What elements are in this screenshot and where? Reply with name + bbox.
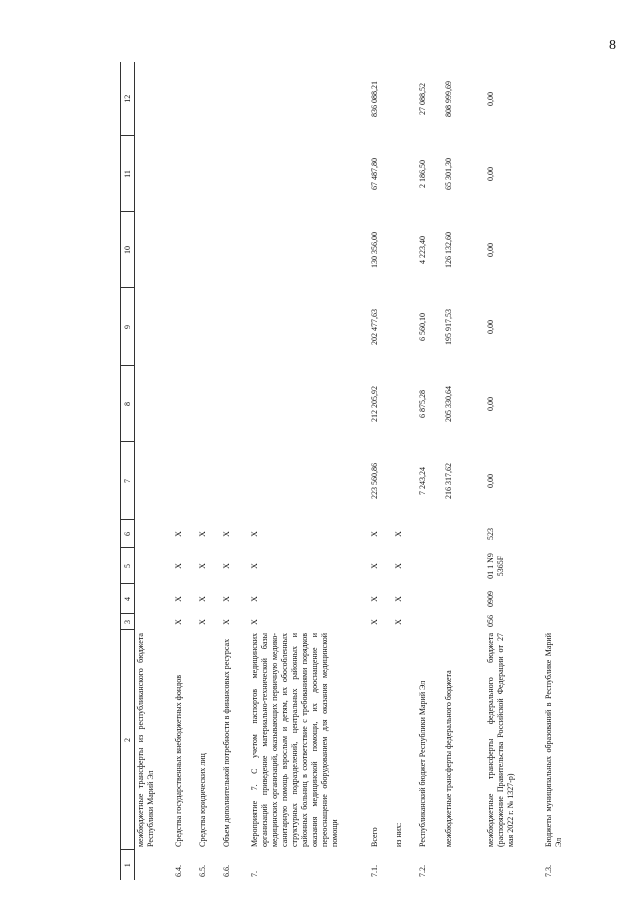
cell-col7 <box>173 442 197 520</box>
cell-col4 <box>543 584 573 614</box>
table-row <box>135 62 174 880</box>
cell-col10: 0,00 <box>486 243 495 257</box>
cell-col8 <box>173 366 197 442</box>
cell-col12 <box>135 62 174 136</box>
cell-col11 <box>543 136 573 212</box>
cell-col7 <box>135 442 174 520</box>
row-name: Бюджеты муниципальных образований в Республике Марий Эл <box>544 633 563 847</box>
cell-col10 <box>393 212 417 288</box>
cell-col6: Х <box>250 531 259 537</box>
cell-col10 <box>135 212 174 288</box>
cell-col5 <box>135 548 174 584</box>
cell-col5: Х <box>370 563 379 569</box>
cell-col6: Х <box>198 531 207 537</box>
row-name: Республиканский бюджет Республики Марий Эл <box>418 680 427 847</box>
table-row <box>221 62 249 880</box>
cell-col11 <box>135 136 174 212</box>
cell-col7: 223 560,86 <box>370 463 379 499</box>
cell-col8 <box>249 366 369 442</box>
cell-col9 <box>173 288 197 366</box>
row-number: 6.4. <box>174 865 183 877</box>
row-name: Средства государственных внебюджетных фондов <box>174 675 183 847</box>
cell-col7 <box>249 442 369 520</box>
row-name: Объем дополнительной потребности в финансовых ресурсах <box>222 638 231 847</box>
cell-col8: 205 330,64 <box>444 386 453 422</box>
table-row <box>443 62 485 880</box>
row-number: 7.2. <box>418 865 427 877</box>
cell-col8 <box>197 366 221 442</box>
cell-col12: 836 088,21 <box>370 81 379 117</box>
rotated-table-area <box>120 0 639 880</box>
cell-col12 <box>543 62 573 136</box>
row-name: из них: <box>394 822 403 847</box>
cell-col5: 01 1 N9 5365F <box>486 553 505 579</box>
cell-col3: 056 <box>486 615 495 627</box>
cell-col10 <box>543 212 573 288</box>
cell-col4: Х <box>370 596 379 602</box>
cell-col9 <box>249 288 369 366</box>
cell-col8: 0,00 <box>486 397 495 411</box>
cell-col6: Х <box>222 531 231 537</box>
header-cell: 3 <box>121 614 135 630</box>
cell-col12 <box>197 62 221 136</box>
header-cell: 11 <box>121 136 135 212</box>
cell-col6: Х <box>174 531 183 537</box>
table-row <box>249 62 369 880</box>
cell-col5 <box>543 548 573 584</box>
cell-col4: Х <box>174 596 183 602</box>
row-number: 6.6. <box>222 865 231 877</box>
table-row <box>173 62 197 880</box>
cell-col5 <box>417 548 443 584</box>
table-row <box>417 62 443 880</box>
cell-col10 <box>249 212 369 288</box>
cell-col10: 4 223,40 <box>418 236 427 264</box>
cell-col8 <box>221 366 249 442</box>
row-number: 7. <box>250 871 259 877</box>
header-cell: 7 <box>121 442 135 520</box>
cell-col8 <box>135 366 174 442</box>
cell-col10 <box>197 212 221 288</box>
cell-col5: Х <box>174 563 183 569</box>
budget-table <box>120 62 573 880</box>
table-header-row <box>121 62 135 880</box>
cell-col9: 202 477,63 <box>370 309 379 345</box>
header-cell: 8 <box>121 366 135 442</box>
cell-col4 <box>135 584 174 614</box>
row-number: 7.3. <box>544 865 553 877</box>
cell-col5: Х <box>198 563 207 569</box>
cell-col4: Х <box>250 596 259 602</box>
cell-col11: 2 186,50 <box>418 160 427 188</box>
row-number: 7.1. <box>370 865 379 877</box>
cell-col4: Х <box>198 596 207 602</box>
row-number <box>135 850 174 880</box>
cell-col6 <box>417 520 443 548</box>
cell-col9 <box>221 288 249 366</box>
row-name: Средства юридических лиц <box>198 753 207 847</box>
cell-col7 <box>221 442 249 520</box>
cell-col9: 6 560,10 <box>418 313 427 341</box>
cell-col3: Х <box>198 619 207 625</box>
cell-col11: 0,00 <box>486 167 495 181</box>
cell-col3 <box>135 614 174 630</box>
cell-col11: 67 487,80 <box>370 158 379 190</box>
cell-col6 <box>543 520 573 548</box>
cell-col7: 7 243,24 <box>418 467 427 495</box>
cell-col7: 216 317,62 <box>444 463 453 499</box>
cell-col4 <box>443 584 485 614</box>
row-name: межбюджетные трансферты федерального бюджета (распоряжение Правительства Российской Федерации от 27 мая 2022 г. № 1327-р) <box>486 633 515 847</box>
cell-col9 <box>393 288 417 366</box>
cell-col9: 0,00 <box>486 320 495 334</box>
cell-col3: Х <box>394 619 403 625</box>
cell-col8: 212 205,92 <box>370 386 379 422</box>
cell-col4: Х <box>222 596 231 602</box>
cell-col6: 523 <box>486 528 495 540</box>
header-cell: 1 <box>121 850 135 880</box>
table-row <box>393 62 417 880</box>
cell-col11 <box>393 136 417 212</box>
row-name: Всего <box>370 827 379 847</box>
cell-col8: 6 875,28 <box>418 390 427 418</box>
table-row <box>369 62 393 880</box>
header-cell: 10 <box>121 212 135 288</box>
cell-col3 <box>443 614 485 630</box>
cell-col8 <box>393 366 417 442</box>
table-row <box>485 62 543 880</box>
cell-col12 <box>221 62 249 136</box>
cell-col4: 0909 <box>486 591 495 607</box>
cell-col7 <box>393 442 417 520</box>
cell-col12 <box>393 62 417 136</box>
header-cell: 6 <box>121 520 135 548</box>
cell-col9 <box>135 288 174 366</box>
cell-col3: Х <box>222 619 231 625</box>
cell-col5 <box>443 548 485 584</box>
table-row <box>197 62 221 880</box>
cell-col6 <box>443 520 485 548</box>
cell-col4 <box>417 584 443 614</box>
row-number <box>443 850 485 880</box>
cell-col10: 130 356,00 <box>370 232 379 268</box>
cell-col9 <box>543 288 573 366</box>
cell-col11 <box>221 136 249 212</box>
cell-col11 <box>197 136 221 212</box>
cell-col12: 0,00 <box>486 92 495 106</box>
cell-col4: Х <box>394 596 403 602</box>
cell-col7 <box>197 442 221 520</box>
row-number: 6.5. <box>198 865 207 877</box>
cell-col7 <box>543 442 573 520</box>
cell-col9 <box>197 288 221 366</box>
cell-col8 <box>543 366 573 442</box>
cell-col5: Х <box>250 563 259 569</box>
cell-col3: Х <box>250 619 259 625</box>
page-number: 8 <box>609 38 616 53</box>
cell-col11 <box>249 136 369 212</box>
cell-col10: 126 132,60 <box>444 232 453 268</box>
row-number <box>393 850 417 880</box>
row-name: Мероприятие 7. С учетом паспортов медицинских организаций приведение материально-технической базы медицинских организаций, оказывающих первичную медико-санитарную помощь взрослым и детям, их обособленных структурных подразделений, центральных районных и районных больниц в соответствие с требованиями порядков оказания медицинской помощи, их дооснащение и переоснащение оборудованием для оказания медицинской помощи <box>250 633 339 847</box>
cell-col3 <box>543 614 573 630</box>
cell-col12: 27 088,52 <box>418 83 427 115</box>
table-row <box>543 62 573 880</box>
cell-col10 <box>221 212 249 288</box>
cell-col9: 195 917,53 <box>444 309 453 345</box>
header-cell: 12 <box>121 62 135 136</box>
cell-col6 <box>135 520 174 548</box>
cell-col3: Х <box>370 619 379 625</box>
cell-col6: Х <box>394 531 403 537</box>
row-number <box>485 850 543 880</box>
cell-col6: Х <box>370 531 379 537</box>
cell-col11 <box>173 136 197 212</box>
cell-col3 <box>417 614 443 630</box>
header-cell: 9 <box>121 288 135 366</box>
cell-col5: Х <box>222 563 231 569</box>
header-cell: 2 <box>121 630 135 850</box>
cell-col12 <box>249 62 369 136</box>
cell-col7: 0,00 <box>486 474 495 488</box>
cell-col3: Х <box>174 619 183 625</box>
header-cell: 4 <box>121 584 135 614</box>
cell-col12: 808 999,69 <box>444 81 453 117</box>
cell-col10 <box>173 212 197 288</box>
cell-col12 <box>173 62 197 136</box>
cell-col5: Х <box>394 563 403 569</box>
row-name: межбюджетные трансферты федерального бюджета <box>444 670 453 847</box>
cell-col11: 65 301,30 <box>444 158 453 190</box>
row-name: межбюджетные трансферты из республиканского бюджета Республики Марий Эл <box>136 633 155 847</box>
header-cell: 5 <box>121 548 135 584</box>
